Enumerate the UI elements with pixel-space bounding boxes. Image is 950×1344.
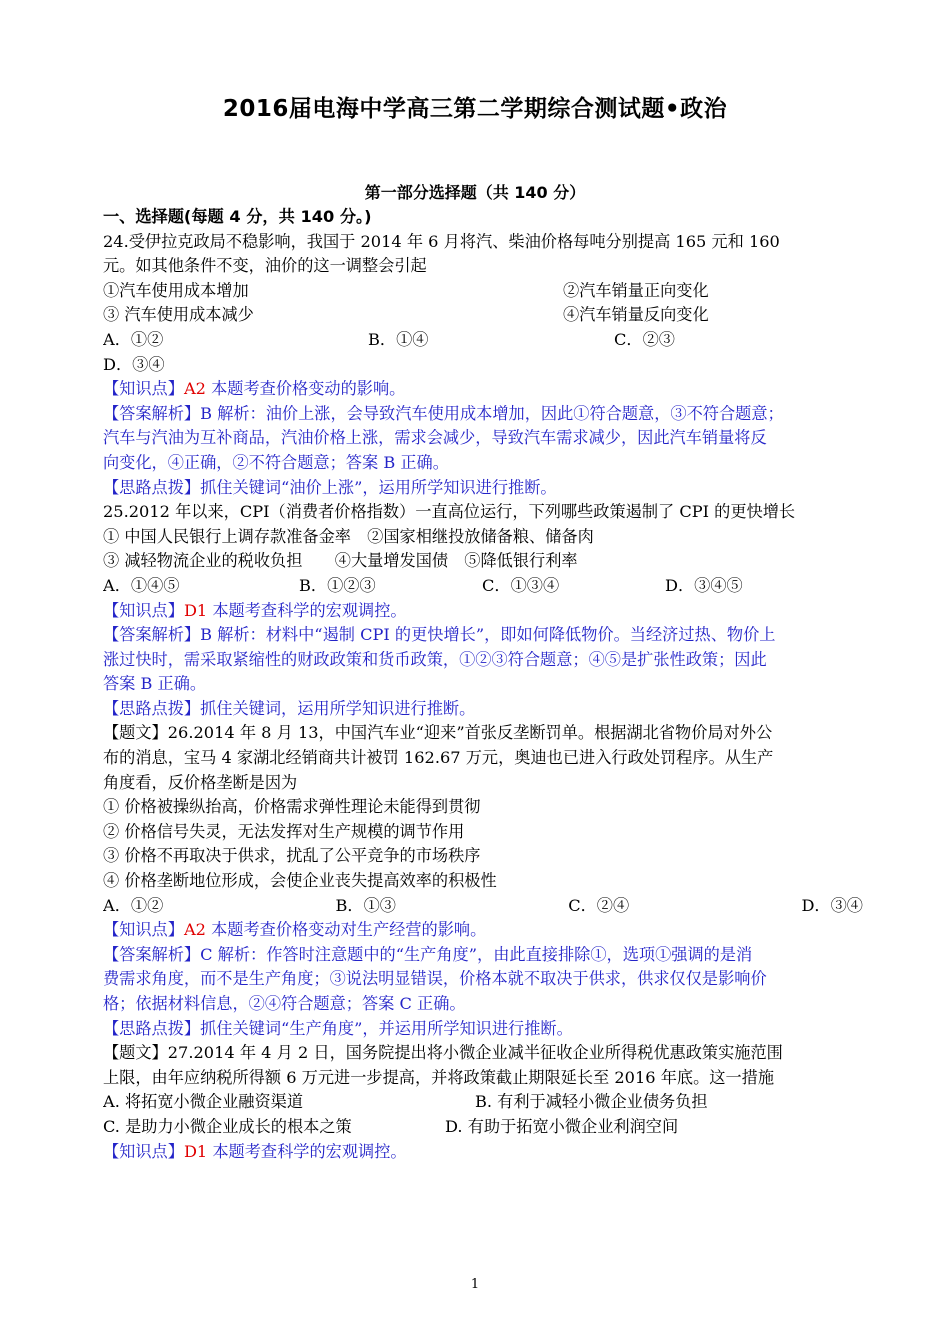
q27-choices-row-2 (103, 1115, 863, 1140)
q27-choices-row-1 (103, 1090, 863, 1115)
q26-tip: 【思路点拨】抓住关键词“生产角度”，并运用所学知识进行推断。 (103, 1018, 573, 1038)
q25-options-line-1: ① 中国人民银行上调存款准备金率 ②国家相继投放储备粮、储备肉 (103, 526, 594, 546)
q26-kp-label: 【知识点】 (103, 920, 184, 940)
page-number: 1 (470, 1277, 480, 1292)
q26-stem-line-1: 【题文】26.2014 年 8 月 13，中国汽车业“迎来”首张反垄断罚单。根据湖北省物价局对外公 (103, 723, 773, 743)
q27-kp-text: 本题考查科学的宏观调控。 (207, 1141, 407, 1161)
q24-option-2: ②汽车销量正向变化 (563, 280, 709, 300)
q27-kp-code: D1 (183, 1141, 208, 1161)
q25-answer-line-1: 【答案解析】B 解析：材料中“遏制 CPI 的更快增长”，即如何降低物价。当经济过热、物价上 (103, 625, 776, 645)
q24-options-row-1 (103, 279, 863, 304)
q24-choice-c: C．②③ (614, 329, 675, 349)
q24-kp-code: A2 (183, 379, 206, 399)
q27-stem-line-1: 【题文】27.2014 年 4 月 2 日，国务院提出将小微企业减半征收企业所得税优惠政策实施范围 (103, 1043, 783, 1063)
q25-choice-a: A．①④⑤ (103, 575, 180, 595)
q26-option-1: ① 价格被操纵抬高，价格需求弹性理论未能得到贯彻 (103, 797, 481, 817)
q25-choice-b: B．①②③ (299, 575, 376, 595)
q24-option-3: ③ 汽车使用成本减少 (103, 305, 254, 325)
q24-kp-label: 【知识点】 (103, 379, 184, 399)
part-heading: 一、选择题(每题 4 分，共 140 分。) (103, 207, 372, 226)
q24-choice-d: D．③④ (103, 354, 165, 374)
q24-choice-a: A．①② (103, 329, 164, 349)
q24-answer-line-2: 汽车与汽油为互补商品，汽油价格上涨，需求会减少，导致汽车需求减少，因此汽车销量将反 (103, 428, 767, 448)
q26-answer-line-1: 【答案解析】C 解析：作答时注意题中的“生产角度”，由此直接排除①，选项①强调的是消 (103, 944, 753, 964)
q25-answer-line-2: 涨过快时，需采取紧缩性的财政政策和货币政策，①②③符合题意；④⑤是扩张性政策；因此 (103, 649, 767, 669)
q27-kp-label: 【知识点】 (103, 1141, 184, 1161)
q24-choice-b: B．①④ (368, 329, 429, 349)
q24-tip: 【思路点拨】抓住关键词“油价上涨”，运用所学知识进行推断。 (103, 477, 557, 497)
q26-stem-line-3: 角度看，反价格垄断是因为 (103, 772, 298, 792)
q24-options-row-2 (103, 303, 863, 328)
q25-tip: 【思路点拨】抓住关键词，运用所学知识进行推断。 (103, 698, 476, 718)
q24-kp-text: 本题考查价格变动的影响。 (205, 379, 406, 399)
q26-option-4: ④ 价格垄断地位形成，会使企业丧失提高效率的积极性 (103, 871, 497, 891)
q26-choice-c: C．②④ (568, 895, 630, 915)
q26-kp-text: 本题考查价格变动对生产经营的影响。 (205, 920, 487, 940)
q26-choice-b: B．①③ (335, 895, 396, 915)
q25-knowledge-point (103, 599, 863, 624)
q25-kp-text: 本题考查科学的宏观调控。 (207, 600, 407, 620)
q26-answer-line-3: 格；依据材料信息，②④符合题意；答案 C 正确。 (103, 994, 466, 1013)
q27-choice-b: B. 有利于减轻小微企业债务负担 (475, 1092, 708, 1112)
section-title: 第一部分选择题（共 140 分） (364, 183, 586, 202)
q26-option-3: ③ 价格不再取决于供求，扰乱了公平竞争的市场秩序 (103, 846, 481, 866)
q24-option-1: ①汽车使用成本增加 (103, 280, 249, 300)
q27-choice-a: A. 将拓宽小微企业融资渠道 (103, 1092, 304, 1112)
q24-stem-line-2: 元。如其他条件不变，油价的这一调整会引起 (103, 256, 427, 276)
q26-choice-d: D．③④ (801, 895, 863, 915)
q24-answer-line-3: 向变化，④正确，②不符合题意；答案 B 正确。 (103, 452, 449, 472)
q25-choice-c: C．①③④ (482, 575, 560, 595)
q25-choice-d: D．③④⑤ (665, 575, 743, 595)
q27-choice-d: D. 有助于拓宽小微企业利润空间 (445, 1116, 679, 1136)
q24-knowledge-point (103, 377, 863, 402)
q25-choices-row (103, 574, 863, 599)
q25-kp-code: D1 (183, 600, 208, 620)
q24-answer-line-1: 【答案解析】B 解析：油价上涨，会导致汽车使用成本增加，因此①符合题意，③不符合题意； (103, 403, 784, 423)
q26-stem-line-2: 布的消息，宝马 4 家湖北经销商共计被罚 162.67 万元，奥迪也已进入行政处罚程序。从生产 (103, 748, 774, 768)
q27-stem-line-2: 上限，由年应纳税所得额 6 万元进一步提高，并将政策截止期限延长至 2016 年底。这一措施 (103, 1067, 775, 1087)
q25-answer-line-3: 答案 B 正确。 (103, 674, 207, 694)
q27-knowledge-point (103, 1140, 863, 1165)
q26-answer-line-2: 费需求角度，而不是生产角度；③说法明显错误，价格本就不取决于供求，供求仅仅是影响价 (103, 969, 767, 989)
q26-option-2: ② 价格信号失灵，无法发挥对生产规模的调节作用 (103, 821, 465, 841)
q25-stem: 25.2012 年以来，CPI（消费者价格指数）一直高位运行，下列哪些政策遏制了 CPI 的更快增长 (103, 502, 796, 522)
page-title: 2016届电海中学高三第二学期综合测试题•政治 (222, 96, 728, 122)
q24-option-4: ④汽车销量反向变化 (563, 305, 709, 325)
q26-kp-code: A2 (183, 920, 206, 940)
q25-kp-label: 【知识点】 (103, 600, 184, 620)
q24-stem-line-1: 24.受伊拉克政局不稳影响，我国于 2014 年 6 月将汽、柴油价格每吨分别提高 165 元和 160 (103, 231, 780, 251)
q25-options-line-2: ③ 减轻物流企业的税收负担 ④大量增发国债 ⑤降低银行利率 (103, 551, 578, 571)
q24-choices-row (103, 328, 863, 353)
q27-choice-c: C. 是助力小微企业成长的根本之策 (103, 1116, 352, 1136)
q26-knowledge-point (103, 918, 863, 943)
q26-choice-a: A．①② (103, 895, 164, 915)
q26-choices-row (103, 894, 863, 919)
question-body (103, 205, 863, 1164)
